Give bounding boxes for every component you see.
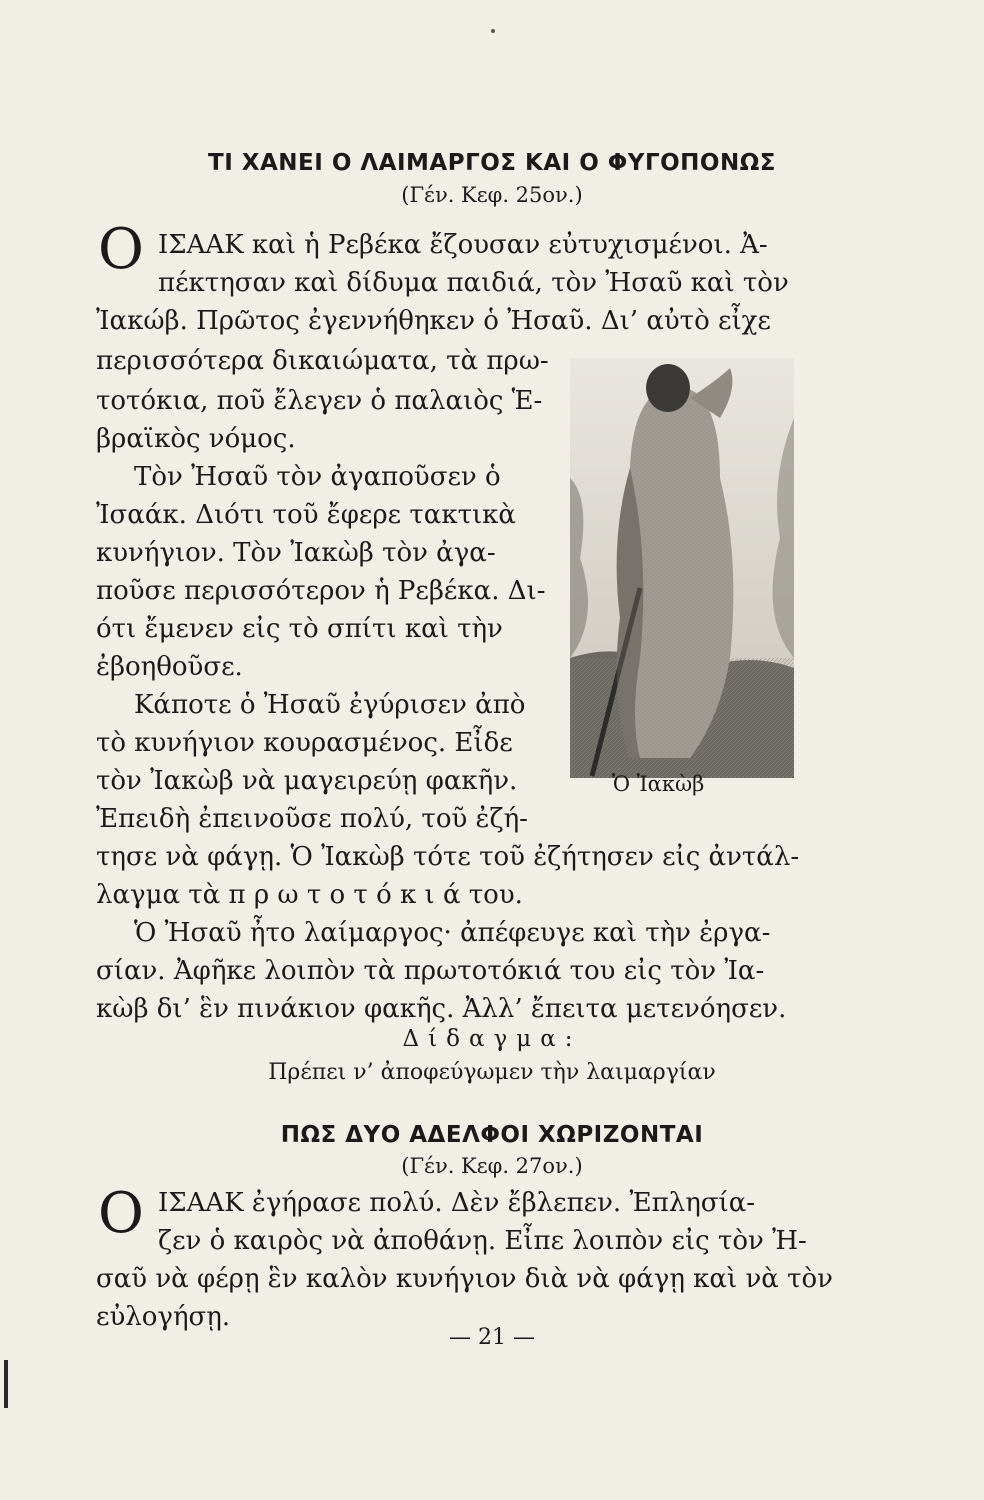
story-reference: (Γέν. Κεφ. 27ον.)	[401, 1154, 583, 1178]
text-line: βραϊκὸς νόμος.	[96, 424, 296, 454]
text-line: κυνήγιον. Τὸν Ἰακὼβ τὸν ἀγα-	[96, 538, 496, 568]
text-line: τησε νὰ φάγῃ. Ὁ Ἰακὼβ τότε τοῦ ἐζήτησεν εἰς ἀντάλ-	[96, 842, 800, 872]
text-line: τὸ κυνήγιον κουρασμένος. Εἶδε	[96, 728, 513, 758]
page-number: — 21 —	[449, 1325, 535, 1350]
text-line: ποῦσε περισσότερον ἡ Ρεβέκα. Δι-	[96, 576, 546, 606]
text-line: Ἐπειδὴ ἐπεινοῦσε πολύ, τοῦ ἐζή-	[96, 804, 528, 834]
text-line: πέκτησαν καὶ δίδυμα παιδιά, τὸν Ἠσαῦ καὶ τὸν	[158, 268, 789, 298]
moral-title: Δίδαγμα:	[402, 1026, 582, 1052]
page-edge-mark	[4, 1360, 8, 1408]
text-line: Τὸν Ἠσαῦ τὸν ἀγαποῦσεν ὁ	[134, 462, 501, 492]
text-line: Ἰσαάκ. Διότι τοῦ ἔφερε τακτικὰ	[96, 500, 516, 530]
text-line: εὐλογήσῃ.	[96, 1302, 231, 1332]
text-line: λαγμα τὰ π ρ ω τ ο τ ό κ ι ά του.	[96, 880, 523, 910]
text-line: Ὁ Ἠσαῦ ἦτο λαίμαργος· ἀπέφευγε καὶ τὴν ἐργα-	[134, 918, 771, 948]
text-line: τὸν Ἰακὼβ νὰ μαγειρεύῃ φακῆν.	[96, 766, 518, 796]
text-line: σαῦ νὰ φέρῃ ἓν καλὸν κυνήγιον διὰ νὰ φάγῃ καὶ νὰ τὸν	[96, 1264, 833, 1294]
text-line: κὼβ δι’ ἓν πινάκιον φακῆς. Ἀλλ’ ἔπειτα μετενόησεν.	[96, 994, 787, 1024]
text-line: ΙΣΑΑΚ ἐγήρασε πολύ. Δὲν ἔβλεπεν. Ἐπλησία-	[158, 1188, 756, 1218]
text-line: ότι ἔμενεν εἰς τὸ σπίτι καὶ τὴν	[96, 614, 503, 644]
text-line: σίαν. Ἀφῆκε λοιπὸν τὰ πρωτοτόκιά του εἰς τὸν Ἰα-	[96, 956, 765, 986]
moral-text: Πρέπει ν’ ἀποφεύγωμεν τὴν λαιμαργίαν	[268, 1060, 716, 1085]
jacob-illustration	[570, 358, 794, 778]
story-reference: (Γέν. Κεφ. 25ον.)	[401, 183, 583, 207]
story-title: ΠΩΣ ΔΥΟ ΑΔΕΛΦΟΙ ΧΩΡΙΖΟΝΤΑΙ	[280, 1122, 704, 1148]
text-line: ἐβοηθοῦσε.	[96, 652, 243, 682]
story-title: ΤΙ ΧΑΝΕΙ Ο ΛΑΙΜΑΡΓΟΣ ΚΑΙ Ο ΦΥΓΟΠΟΝΩΣ	[208, 150, 776, 176]
drop-cap: Ο	[98, 1181, 144, 1246]
text-line: περισσότερα δικαιώματα, τὰ πρω-	[96, 346, 549, 376]
illustration-caption: Ὁ Ἰακὼβ	[612, 772, 705, 796]
text-line-content: ΙΣΑΑΚ καὶ ἡ Ρεβέκα ἔζουσαν εὐτυχισμένοι. Ἀ-	[158, 230, 768, 260]
drop-cap: Ο	[98, 217, 144, 282]
text-line: Ἰακώβ. Πρῶτος ἐγεννήθηκεν ὁ Ἠσαῦ. Δι’ αὐτὸ εἶχε	[96, 306, 771, 336]
text-line: ζεν ὁ καιρὸς νὰ ἀποθάνῃ. Εἶπε λοιπὸν εἰς τὸν Ἠ-	[158, 1226, 807, 1256]
text-line	[158, 230, 808, 260]
text-line: Κάποτε ὁ Ἠσαῦ ἐγύρισεν ἀπὸ	[134, 690, 526, 720]
speck	[491, 29, 495, 33]
text-line: τοτόκια, ποῦ ἔλεγεν ὁ παλαιὸς Ἑ-	[96, 386, 543, 416]
